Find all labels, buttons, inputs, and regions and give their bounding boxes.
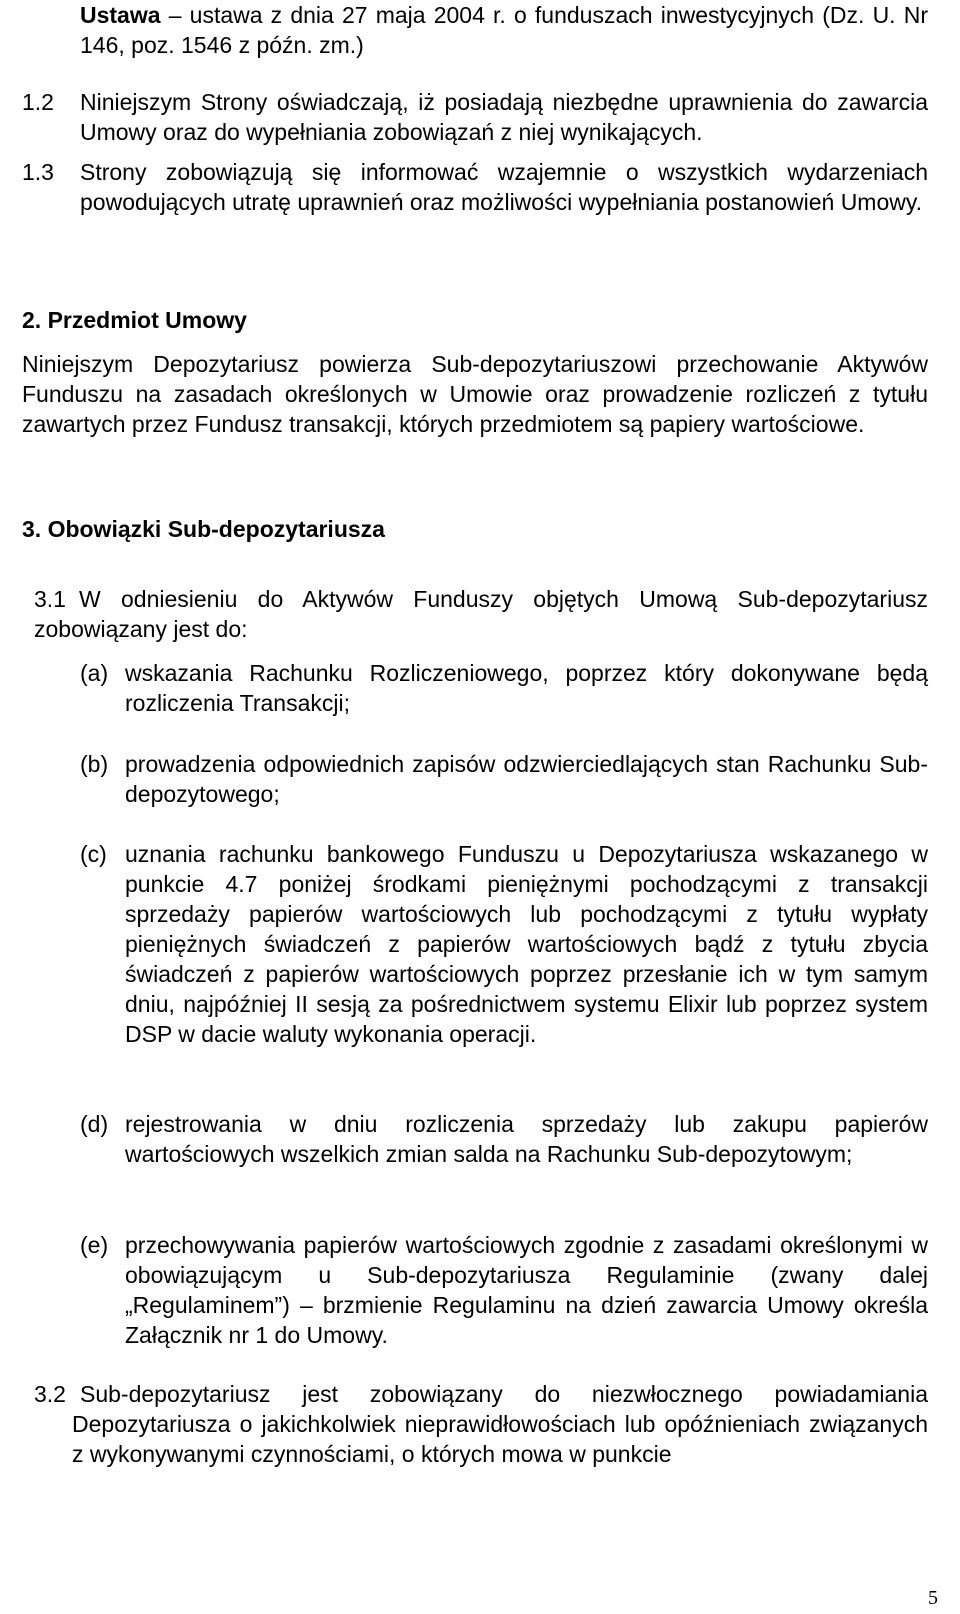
definition-ustawa	[80, 0, 928, 60]
clause-text: Strony zobowiązują się informować wzajemnie o wszystkich wydarzeniach powodujących utratę uprawnień oraz możliwości wypełniania postanowień Umowy.	[80, 159, 928, 215]
definition-text: – ustawa z dnia 27 maja 2004 r. o funduszach inwestycyjnych (Dz. U. Nr 146, poz. 1546 z późn. zm.)	[80, 2, 928, 58]
item-label: (e)	[80, 1232, 109, 1258]
clause-number: 3.2	[34, 1381, 66, 1407]
item-label: (a)	[80, 660, 109, 686]
item-text: prowadzenia odpowiednich zapisów odzwierciedlających stan Rachunku Sub-depozytowego;	[125, 751, 928, 807]
page-number: 5	[928, 1587, 938, 1609]
item-label: (b)	[80, 751, 109, 777]
item-text: przechowywania papierów wartościowych zgodnie z zasadami określonymi w obowiązującym u Sub-depozytariusza Regulaminie (zwany dalej „Regulaminem”) – brzmienie Regulaminu na dzień zawarcia Umowy określa Załącznik nr 1 do Umowy.	[125, 1232, 928, 1348]
clause-text: W odniesieniu do Aktywów Funduszy objętych Umową Sub-depozytariusz zobowiązany jest do:	[34, 586, 928, 642]
section-text: Niniejszym Depozytariusz powierza Sub-depozytariuszowi przechowanie Aktywów Funduszu na zasadach określonych w Umowie oraz prowadzenie rozliczeń z tytułu zawartych przez Fundusz transakcji, których przedmiotem są papiery wartościowe.	[22, 351, 928, 437]
item-label: (d)	[80, 1111, 109, 1137]
definition-term: Ustawa	[80, 2, 161, 28]
item-label: (c)	[80, 841, 107, 867]
section-heading: 2. Przedmiot Umowy	[22, 307, 247, 333]
clause-text: Niniejszym Strony oświadczają, iż posiadają niezbędne uprawnienia do zawarcia Umowy oraz do wypełniania zobowiązań z niej wynikających.	[80, 89, 928, 145]
clause-text: Sub-depozytariusz jest zobowiązany do niezwłocznego powiadamiania Depozytariusza o jakichkolwiek nieprawidłowościach lub opóźnieniach związanych z wykonywanymi czynnościami, o których mowa w punkcie	[72, 1381, 928, 1467]
clause-number: 1.2	[22, 89, 54, 115]
item-text: wskazania Rachunku Rozliczeniowego, poprzez który dokonywane będą rozliczenia Transakcji;	[125, 660, 928, 716]
clause-number: 1.3	[22, 159, 54, 185]
section-heading: 3. Obowiązki Sub-depozytariusza	[22, 516, 385, 542]
item-text: rejestrowania w dniu rozliczenia sprzedaży lub zakupu papierów wartościowych wszelkich zmian salda na Rachunku Sub-depozytowym;	[125, 1111, 928, 1167]
item-text: uznania rachunku bankowego Funduszu u Depozytariusza wskazanego w punkcie 4.7 poniżej środkami pieniężnymi pochodzącymi z transakcji sprzedaży papierów wartościowych lub pochodzącymi z tytułu wypłaty pieniężnych świadczeń z papierów wartościowych bądź z tytułu zbycia świadczeń z papierów wartościowych poprzez przesłanie ich w tym samym dniu, najpóźniej II sesją za pośrednictwem systemu Elixir lub poprzez system DSP w dacie waluty wykonania operacji.	[125, 841, 928, 1047]
clause-number: 3.1	[34, 586, 66, 612]
